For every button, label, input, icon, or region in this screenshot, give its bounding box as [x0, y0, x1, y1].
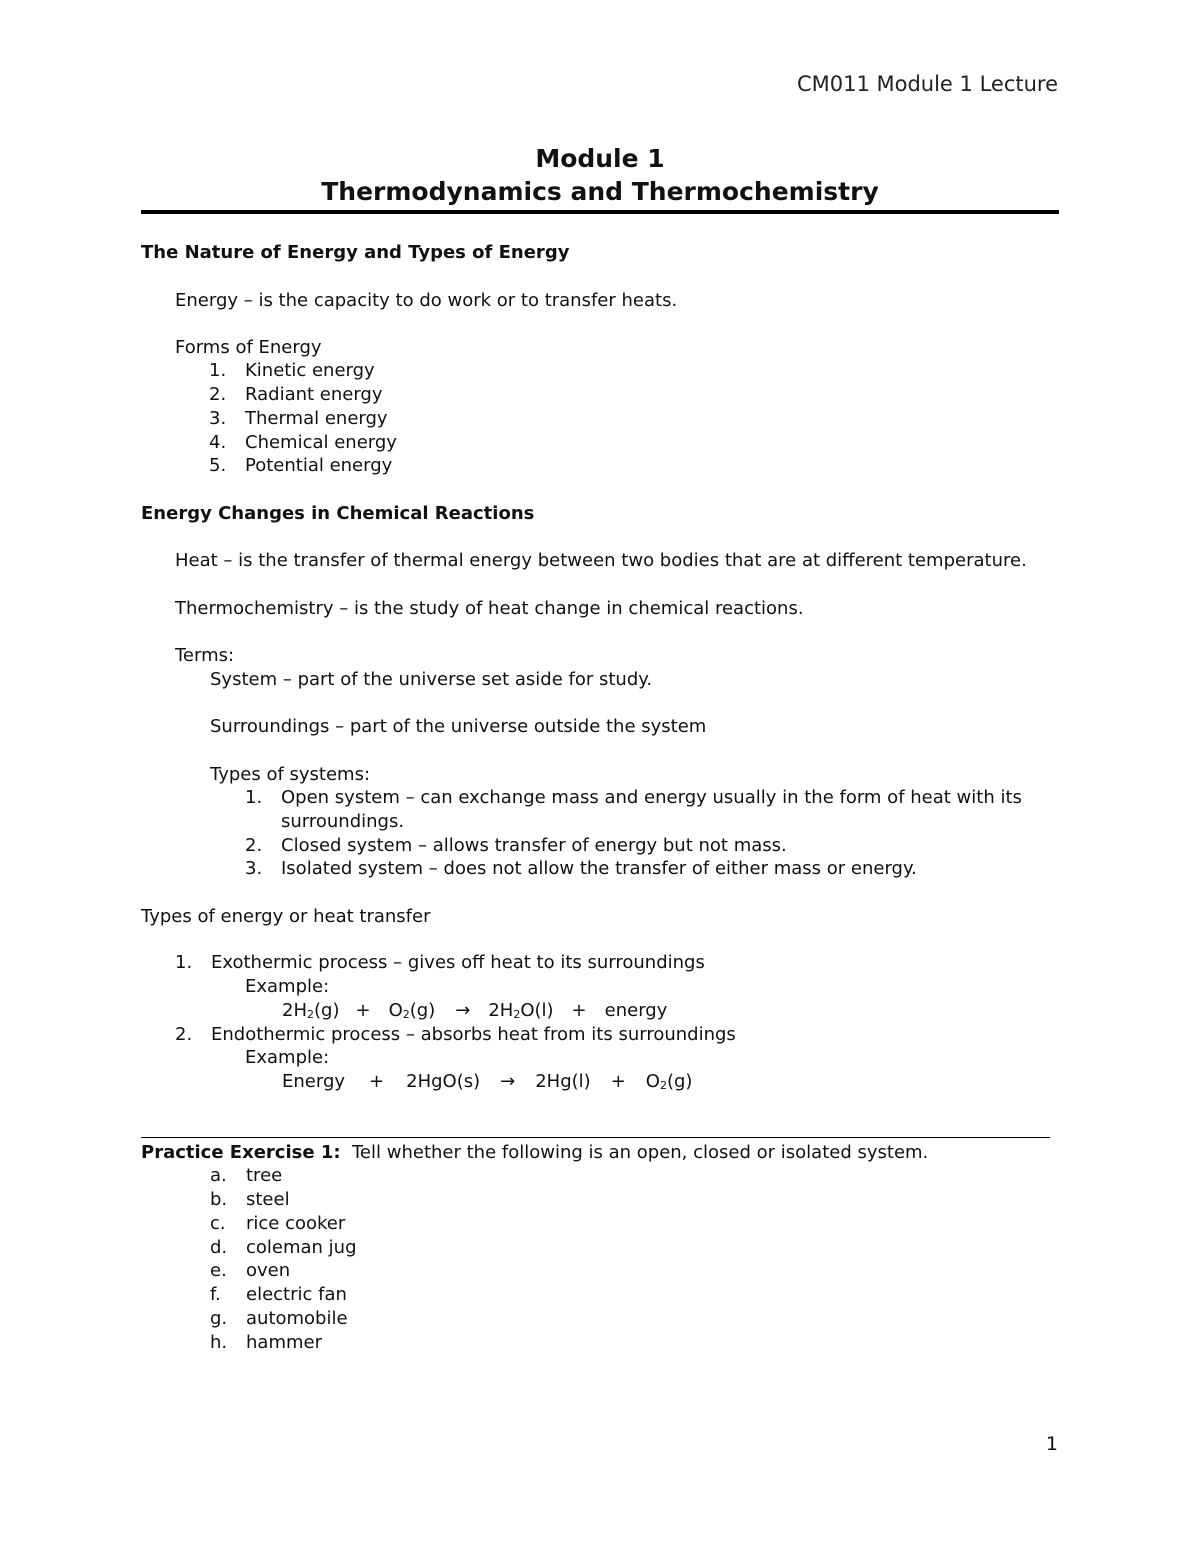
- exothermic-equation: $2H_2(g) + O_2(g) \to 2H_2O(l)$ + energy: [282, 1000, 668, 1021]
- page-subtitle: Thermodynamics and Thermochemistry: [321, 177, 879, 206]
- list-item: a. tree: [210, 1165, 283, 1186]
- surroundings-definition: Surroundings – part of the universe outside the system: [210, 716, 707, 737]
- list-item: f. electric fan: [210, 1284, 347, 1305]
- list-item-continuation: surroundings.: [281, 811, 405, 832]
- list-item: b. steel: [210, 1189, 290, 1210]
- forms-label: Forms of Energy: [175, 337, 322, 358]
- divider: [141, 1137, 1050, 1138]
- list-item: 5. Potential energy: [209, 455, 393, 476]
- title-rule: [141, 210, 1059, 214]
- list-item: 3. Isolated system – does not allow the transfer of either mass or energy.: [245, 858, 917, 879]
- list-item: e. oven: [210, 1260, 291, 1281]
- list-item: d. coleman jug: [210, 1237, 357, 1258]
- example-label: Example:: [245, 1047, 330, 1068]
- page-number: 1: [1045, 1433, 1058, 1455]
- list-item: 1. Exothermic process – gives off heat to its surroundings: [175, 952, 705, 973]
- list-item: 2. Radiant energy: [209, 384, 383, 405]
- types-label: Types of systems:: [210, 764, 371, 785]
- energy-definition: Energy – is the capacity to do work or to transfer heats.: [175, 290, 678, 311]
- list-item: 4. Chemical energy: [209, 432, 397, 453]
- list-item: 1. Open system – can exchange mass and energy usually in the form of heat with its: [245, 787, 1022, 808]
- practice-instruction: Tell whether the following is an open, closed or isolated system.: [352, 1142, 929, 1163]
- terms-label: Terms:: [175, 645, 235, 666]
- endothermic-equation: Energy + $2HgO(s) \to 2Hg(l) + O_2(g)$: [282, 1071, 693, 1092]
- transfer-label: Types of energy or heat transfer: [141, 906, 431, 927]
- heat-definition: Heat – is the transfer of thermal energy between two bodies that are at different temperature.: [175, 550, 1027, 571]
- section-heading-energy: The Nature of Energy and Types of Energy: [141, 242, 570, 263]
- page-title: Module 1: [535, 144, 665, 173]
- list-item: 2. Endothermic process – absorbs heat from its surroundings: [175, 1024, 736, 1045]
- system-definition: System – part of the universe set aside for study.: [210, 669, 653, 690]
- section-heading-changes: Energy Changes in Chemical Reactions: [141, 503, 535, 524]
- list-item: 2. Closed system – allows transfer of energy but not mass.: [245, 835, 787, 856]
- list-item: h. hammer: [210, 1332, 322, 1353]
- practice-label: Practice Exercise 1:: [141, 1142, 341, 1163]
- example-label: Example:: [245, 976, 330, 997]
- list-item: g. automobile: [210, 1308, 348, 1329]
- list-item: 3. Thermal energy: [209, 408, 388, 429]
- list-item: c. rice cooker: [210, 1213, 346, 1234]
- list-item: 1. Kinetic energy: [209, 360, 375, 381]
- running-header: CM011 Module 1 Lecture: [796, 72, 1058, 96]
- practice-exercise: [141, 1141, 928, 1165]
- thermochemistry-definition: Thermochemistry – is the study of heat change in chemical reactions.: [175, 598, 804, 619]
